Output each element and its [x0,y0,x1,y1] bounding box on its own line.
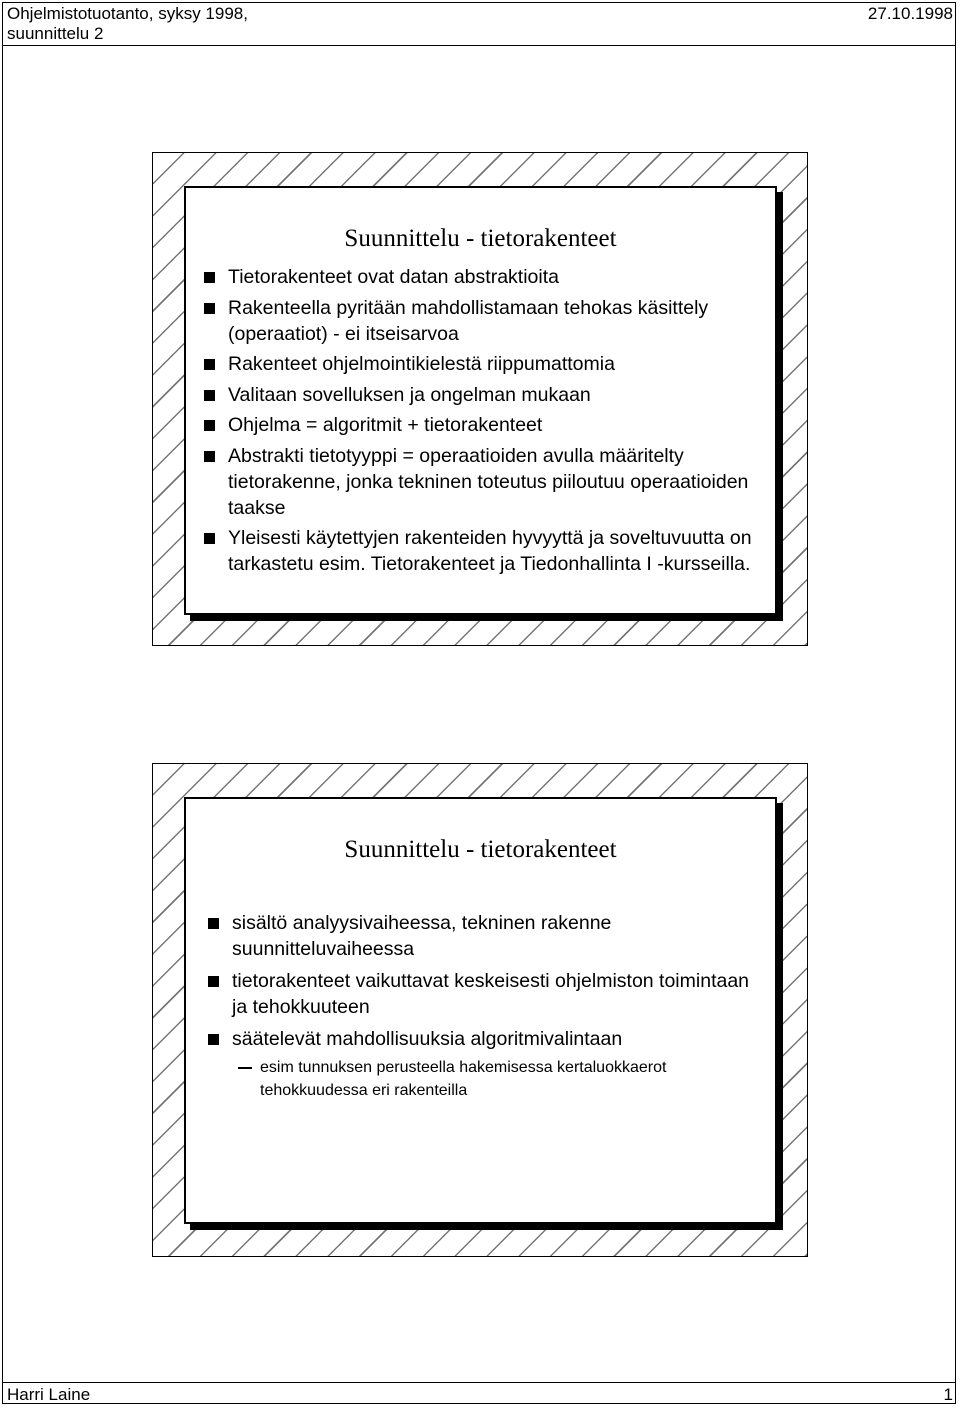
square-bullet-icon [204,359,215,370]
square-bullet-icon [204,420,215,431]
bullet-item: sisältö analyysivaiheessa, tekninen rakenne suunnitteluvaiheessa [208,910,763,962]
bullet-item: Tietorakenteet ovat datan abstraktioita [204,264,764,290]
slide-1 [184,186,777,615]
footer-author: Harri Laine [7,1385,91,1404]
square-bullet-icon [208,1034,219,1045]
bullet-item: Rakenteella pyritään mahdollistamaan tehokas käsittely (operaatiot) - ei itseisarvoa [204,295,764,347]
slide-1-bullet-list [204,264,764,582]
square-bullet-icon [208,918,219,929]
sub-bullet-list [232,1056,763,1102]
bullet-item: tietorakenteet vaikuttavat keskeisesti ohjelmiston toimintaan ja tehokkuuteen [208,968,763,1020]
slide-1-title: Suunnittelu - tietorakenteet [344,225,617,252]
bullet-item: Ohjelma = algoritmit + tietorakenteet [204,412,764,438]
footer-rule [2,1382,956,1383]
square-bullet-icon [204,451,215,462]
page-number: 1 [943,1385,953,1404]
square-bullet-icon [204,272,215,283]
bullet-item: Rakenteet ohjelmointikielestä riippumattomia [204,351,764,377]
dash-bullet-icon [238,1067,252,1069]
slide-2-bullet-list [208,910,763,1108]
header-course-line1: Ohjelmistotuotanto, syksy 1998, [7,4,248,23]
bullet-item: Valitaan sovelluksen ja ongelman mukaan [204,382,764,408]
bullet-item: säätelevät mahdollisuuksia algoritmivalintaan esim tunnuksen perusteella hakemisessa kertaluokkaerot tehokkuudessa eri rakenteilla [208,1026,763,1102]
slide-2 [184,797,777,1224]
square-bullet-icon [208,976,219,987]
square-bullet-icon [204,533,215,544]
slide-2-title: Suunnittelu - tietorakenteet [344,836,617,863]
header-date: 27.10.1998 [867,4,953,23]
square-bullet-icon [204,390,215,401]
header-rule [2,45,956,46]
bullet-item: Abstrakti tietotyyppi = operaatioiden avulla määritelty tietorakenne, jonka tekninen toteutus piiloutuu operaatioiden taakse [204,443,764,521]
bullet-item: Yleisesti käytettyjen rakenteiden hyvyyttä ja soveltuvuutta on tarkastetu esim. Tietorakenteet ja Tiedonhallinta I -kursseilla. [204,525,764,577]
header-course-line2: suunnittelu 2 [7,24,104,43]
square-bullet-icon [204,303,215,314]
header-course [7,4,248,44]
sub-bullet-item: esim tunnuksen perusteella hakemisessa kertaluokkaerot tehokkuudessa eri rakenteilla [232,1056,763,1102]
